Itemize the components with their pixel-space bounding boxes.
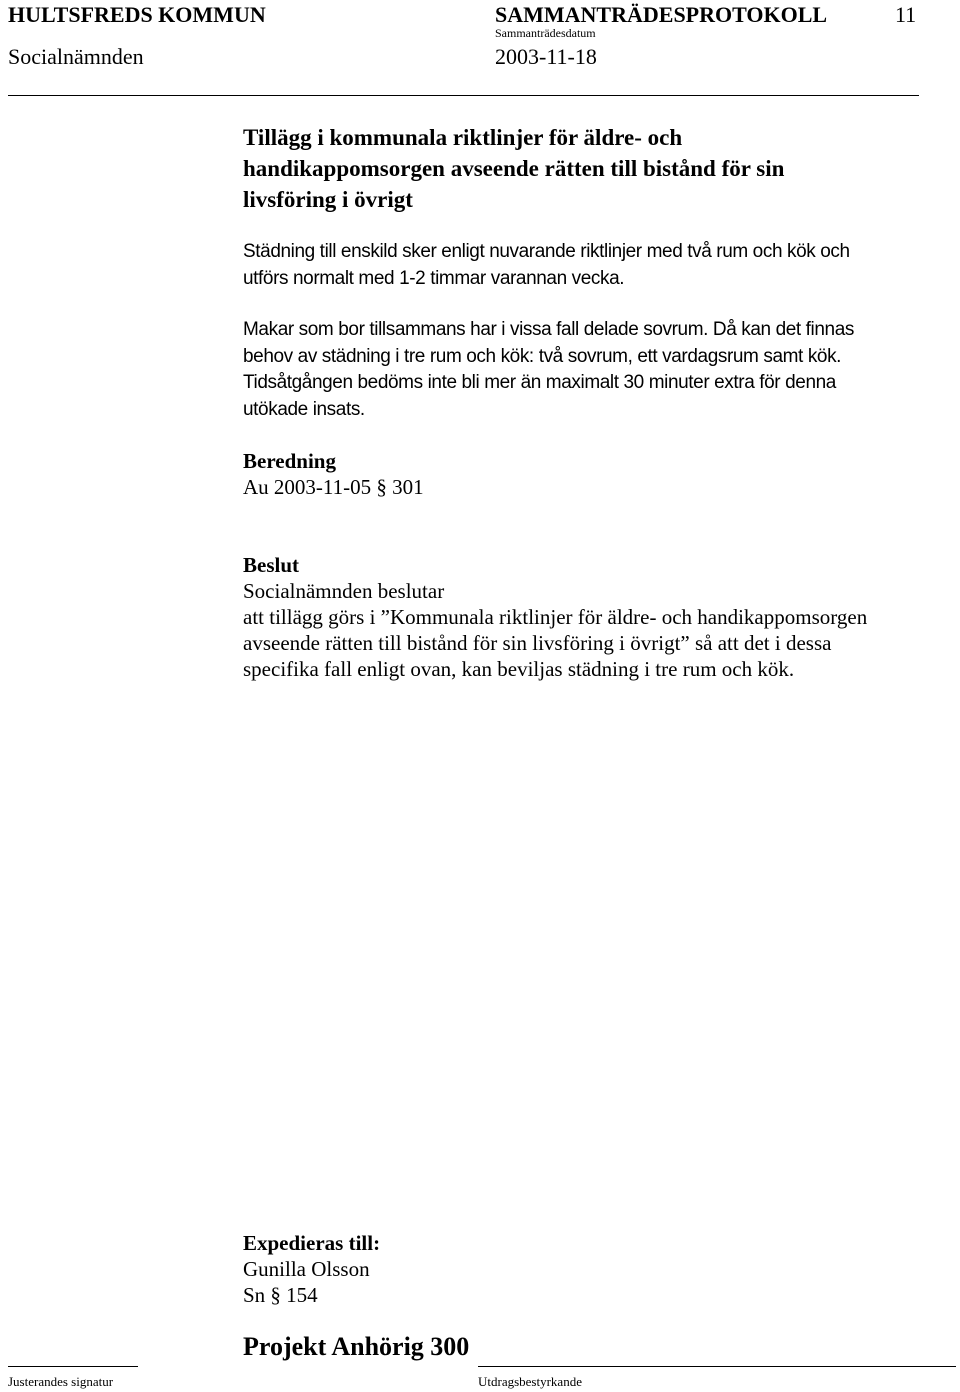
meeting-date: 2003-11-18: [495, 44, 597, 69]
beredning-section: [243, 448, 424, 500]
paragraph-couples: [243, 317, 854, 423]
date-label: Sammanträdesdatum: [495, 26, 596, 40]
title-line: Tillägg i kommunala riktlinjer för äldre- och: [243, 125, 683, 150]
recipient-line: Sn § 154: [243, 1283, 318, 1307]
paragraph-line: Tidsåtgången bedöms inte bli mer än maximalt 30 minuter extra för denna: [243, 372, 836, 393]
paragraph-line: Städning till enskild sker enligt nuvarande riktlinjer med två rum och kök och: [243, 241, 850, 262]
page-number: 11: [895, 2, 917, 27]
beslut-line: avseende rätten till bistånd för sin livsföring i övrigt” så att det i dessa: [243, 631, 832, 655]
expedieras-heading: Expedieras till:: [243, 1231, 381, 1255]
paragraph-cleaning: [243, 239, 850, 292]
beredning-reference: Au 2003-11-05 § 301: [243, 475, 424, 499]
municipality-name: HULTSFREDS KOMMUN: [8, 2, 266, 27]
paragraph-line: utökade insats.: [243, 398, 365, 420]
beslut-line: att tillägg görs i ”Kommunala riktlinjer för äldre- och handikappomsorgen: [243, 605, 868, 629]
paragraph-line: behov av städning i tre rum och kök: två sovrum, ett vardagsrum samt kök.: [243, 345, 842, 367]
expedieras-section: [243, 1230, 380, 1308]
paragraph-line: Makar som bor tillsammans har i vissa fall delade sovrum. Då kan det finnas: [243, 319, 854, 340]
recipient-line: Gunilla Olsson: [243, 1257, 370, 1281]
title-line: livsföring i övrigt: [243, 187, 413, 212]
document-title: [243, 122, 943, 215]
title-line: handikappomsorgen avseende rätten till bistånd för sin: [243, 156, 785, 181]
footer-rule-right: [478, 1366, 956, 1367]
footer-rule-left: [8, 1366, 138, 1367]
beslut-section: [243, 552, 867, 682]
beredning-heading: Beredning: [243, 449, 336, 473]
footer-certification-label: Utdragsbestyrkande: [478, 1374, 582, 1389]
beslut-heading: Beslut: [243, 553, 300, 577]
committee-name: Socialnämnden: [8, 44, 144, 69]
paragraph-line: utförs normalt med 1-2 timmar varannan vecka.: [243, 267, 625, 289]
footer-signature-label: Justerandes signatur: [8, 1374, 114, 1389]
project-label: Projekt Anhörig 300: [243, 1332, 470, 1361]
header-divider: [8, 95, 919, 96]
protocol-title: SAMMANTRÄDESPROTOKOLL: [495, 2, 828, 27]
beslut-line: specifika fall enligt ovan, kan beviljas städning i tre rum och kök.: [243, 657, 795, 681]
beslut-line: Socialnämnden beslutar: [243, 579, 445, 603]
